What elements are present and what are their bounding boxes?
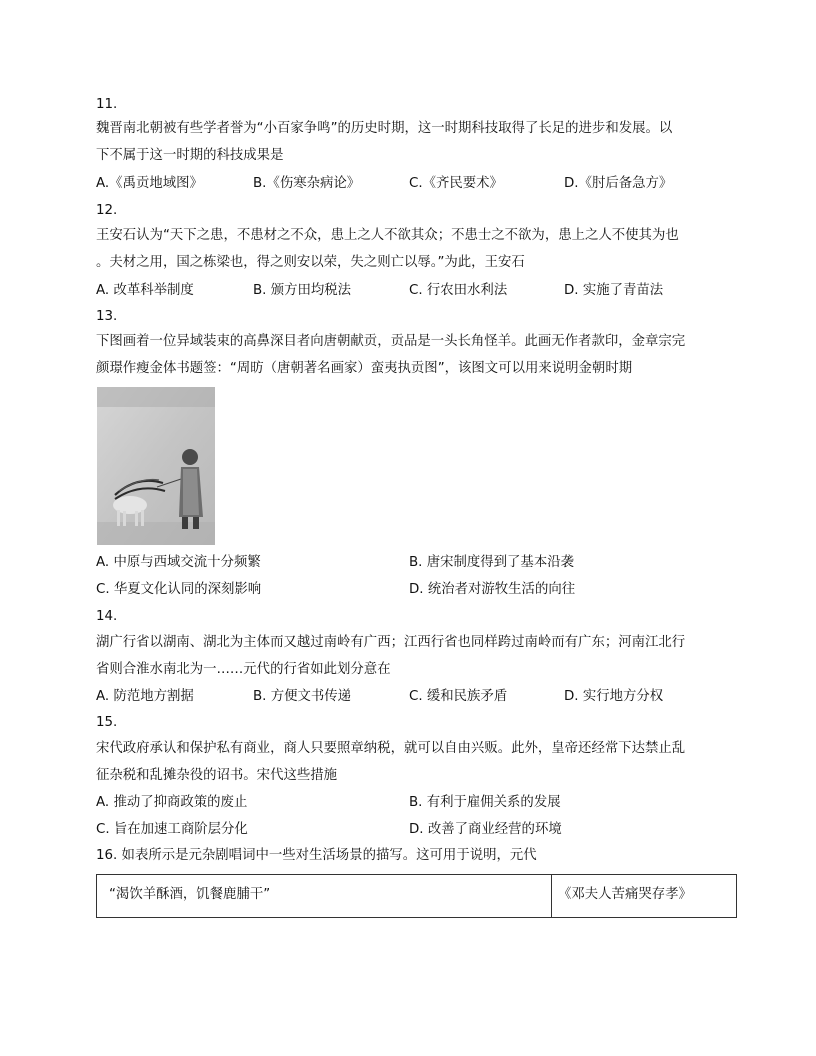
q11-stem-line1: 魏晋南北朝被有些学者誉为“小百家争鸣”的历史时期，这一时期科技取得了长足的进步和发展。以 [96, 121, 673, 136]
play-title-cell: 《邓夫人苦痛哭存孝》 [552, 875, 737, 918]
q11-option-a: A.《禹贡地域图》 [96, 176, 203, 191]
q15-option-c: C. 旨在加速工商阶层分化 [96, 822, 248, 837]
q12-option-a: A. 改革科举制度 [96, 283, 194, 298]
q14-stem-line1: 湖广行省以湖南、湖北为主体而又越过南岭有广西；江西行省也同样跨过南岭而有广东；河南江北行 [96, 635, 686, 650]
q15-option-a: A. 推动了抑商政策的废止 [96, 795, 248, 810]
q11-number: 11. [96, 97, 118, 112]
q16-lyrics-table [96, 874, 737, 918]
q11-stem-line2: 下不属于这一时期的科技成果是 [96, 148, 284, 163]
q12-stem-line1: 王安石认为“天下之患，不患材之不众，患上之人不欲其众；不患士之不欲为，患上之人不使其为也 [96, 228, 679, 243]
q15-option-d: D. 改善了商业经营的环境 [409, 822, 562, 837]
q15-stem-line2: 征杂税和乱摊杂役的诏书。宋代这些措施 [96, 768, 338, 783]
q13-stem-line1: 下图画着一位异域装束的高鼻深目者向唐朝献贡，贡品是一头长角怪羊。此画无作者款印，金章宗完 [96, 334, 686, 349]
q13-option-c: C. 华夏文化认同的深刻影响 [96, 582, 262, 597]
q13-option-a: A. 中原与西域交流十分频繁 [96, 555, 261, 570]
q14-option-a: A. 防范地方割据 [96, 689, 194, 704]
q14-option-c: C. 缓和民族矛盾 [409, 689, 508, 704]
q14-number: 14. [96, 609, 118, 624]
q14-stem-line2: 省则合淮水南北为一……元代的行省如此划分意在 [96, 662, 391, 677]
q15-number: 15. [96, 715, 118, 730]
q15-stem-line1: 宋代政府承认和保护私有商业，商人只要照章纳税，就可以自由兴贩。此外，皇帝还经常下达禁止乱 [96, 741, 686, 756]
q12-option-c: C. 行农田水利法 [409, 283, 508, 298]
q14-option-b: B. 方便文书传递 [253, 689, 352, 704]
q13-option-d: D. 统治者对游牧生活的向往 [409, 582, 576, 597]
q11-option-c: C.《齐民要术》 [409, 176, 503, 191]
table-row [97, 875, 737, 918]
q14-option-d: D. 实行地方分权 [564, 689, 664, 704]
q13-stem-line2: 颜璟作瘦金体书题签：“周昉（唐朝著名画家）蛮夷执贡图”，该图文可以用来说明金朝时期 [96, 361, 633, 376]
q12-number: 12. [96, 203, 118, 218]
q12-stem-line2: 。夫材之用，国之栋梁也，得之则安以荣，失之则亡以辱。”为此，王安石 [96, 255, 525, 270]
q16-stem: 16. 如表所示是元杂剧唱词中一些对生活场景的描写。这可用于说明，元代 [96, 848, 537, 863]
tribute-painting-image [97, 387, 215, 545]
lyric-cell: “渴饮羊酥酒，饥餐鹿脯干” [97, 875, 552, 918]
q11-option-d: D.《肘后备急方》 [564, 176, 673, 191]
q13-number: 13. [96, 309, 118, 324]
q12-option-b: B. 颁方田均税法 [253, 283, 352, 298]
q15-option-b: B. 有利于雇佣关系的发展 [409, 795, 561, 810]
q11-option-b: B.《伤寒杂病论》 [253, 176, 361, 191]
q12-option-d: D. 实施了青苗法 [564, 283, 664, 298]
q13-option-b: B. 唐宋制度得到了基本沿袭 [409, 555, 574, 570]
